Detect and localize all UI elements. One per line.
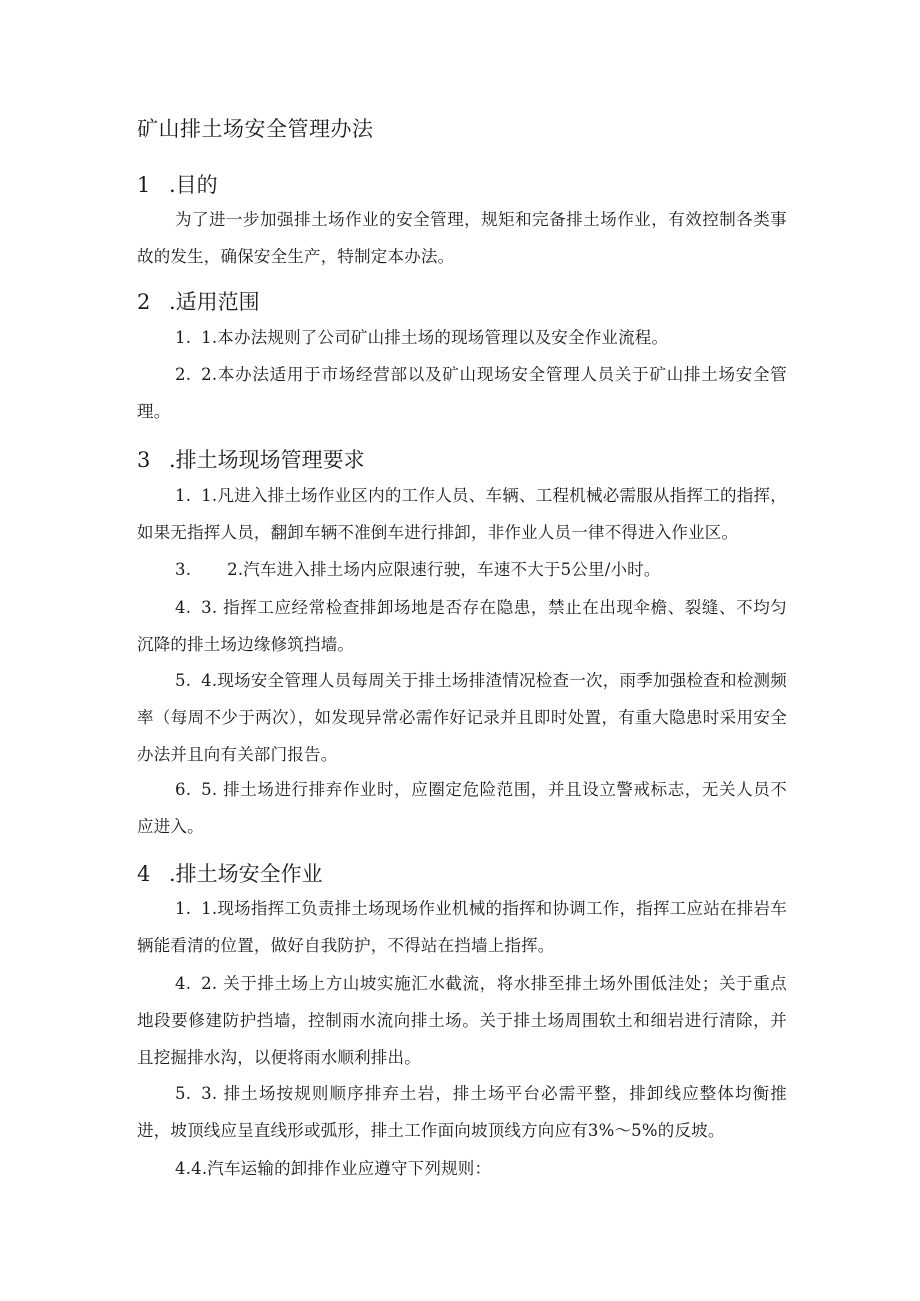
paragraph-text: 2.汽车进入排土场内应限速行驶，车速不大于5公里/小时。: [227, 560, 661, 579]
paragraph-text: 1.现场指挥工负责排土场现场作业机械的指挥和协调工作，指挥工应站在排岩车辆能看清的位置，做好自我防护，不得站在挡墙上指挥。: [137, 899, 787, 955]
paragraph-text: 2.本办法适用于市场经营部以及矿山现场安全管理人员关于矿山排土场安全管理。: [137, 365, 787, 421]
paragraph-text: 2. 关于排土场上方山坡实施汇水截流，将水排至排土场外围低洼处；关于重点地段要修建防护挡墙，控制雨水流向排土场。关于排土场周围软土和细岩进行清除，并且挖掘排水沟，以便将雨水顺利排出。: [137, 974, 787, 1067]
section-title: .排土场现场管理要求: [169, 448, 365, 472]
list-item: [137, 319, 787, 356]
list-number: 6.: [175, 780, 192, 799]
list-number: 1.: [175, 328, 192, 347]
list-item: [137, 662, 787, 773]
section-number: 1: [137, 173, 151, 197]
list-number: 4.: [175, 974, 192, 993]
paragraph-text: 4.4.汽车运输的卸排作业应遵守下列规则：: [175, 1159, 492, 1178]
paragraph-text: 1.凡进入排土场作业区内的工作人员、车辆、工程机械必需服从指挥工的指挥，如果无指挥人员，翻卸车辆不准倒车进行排卸，非作业人员一律不得进入作业区。: [137, 486, 787, 542]
section-heading-2: [137, 286, 260, 316]
list-item: [137, 771, 787, 845]
section-heading-1: [137, 169, 218, 199]
list-item: [137, 1075, 787, 1149]
list-number: 1.: [175, 899, 192, 918]
list-item: [137, 589, 787, 663]
section-number: 2: [137, 290, 151, 314]
paragraph-text: 3. 排土场按规则顺序排弃土岩，排土场平台必需平整，排卸线应整体均衡推进，坡顶线应呈直线形或弧形，排土工作面向坡顶线方向应有3%～5%的反坡。: [137, 1084, 787, 1140]
list-item: [137, 551, 787, 588]
list-item: [137, 356, 787, 430]
section-heading-3: [137, 444, 365, 474]
list-number: 5.: [175, 1084, 192, 1103]
list-number: 4.: [175, 598, 192, 617]
list-number: 3.: [175, 560, 192, 579]
paragraph-text: 为了进一步加强排土场作业的安全管理，规矩和完备排土场作业，有效控制各类事故的发生，确保安全生产，特制定本办法。: [137, 210, 787, 266]
list-item: [137, 890, 787, 964]
list-item: [137, 477, 787, 551]
paragraph: [137, 1150, 787, 1187]
list-number: 5.: [175, 671, 192, 690]
section-title: .排土场安全作业: [169, 862, 323, 886]
list-number: 2.: [175, 365, 192, 384]
list-number: 1.: [175, 486, 192, 505]
paragraph-text: 3. 指挥工应经常检查排卸场地是否存在隐患，禁止在出现伞檐、裂缝、不均匀沉降的排土场边缘修筑挡墙。: [137, 598, 787, 654]
section-title: .目的: [169, 173, 218, 197]
paragraph-text: 4.现场安全管理人员每周关于排土场排渣情况检查一次，雨季加强检查和检测频率（每周不少于两次），如发现异常必需作好记录并且即时处置，有重大隐患时采用安全办法并且向有关部门报告。: [137, 671, 787, 764]
document-title: 矿山排土场安全管理办法: [137, 117, 374, 141]
section-number: 4: [137, 862, 151, 886]
section-heading-4: [137, 858, 323, 888]
paragraph: [137, 201, 787, 275]
paragraph-text: 5. 排土场进行排弃作业时，应圈定危险范围，并且设立警戒标志，无关人员不应进入。: [137, 780, 787, 836]
list-item: [137, 965, 787, 1076]
section-number: 3: [137, 448, 151, 472]
paragraph-text: 1.本办法规则了公司矿山排土场的现场管理以及安全作业流程。: [201, 328, 669, 347]
section-title: .适用范围: [169, 290, 260, 314]
